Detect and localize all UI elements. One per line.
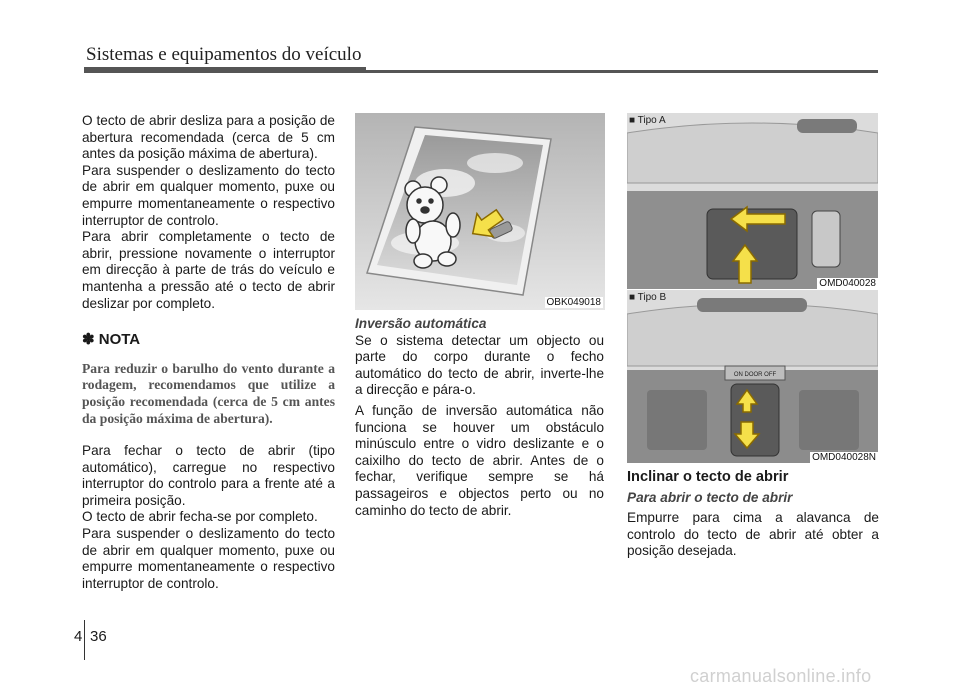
footer-rule	[84, 620, 85, 660]
section-number: 4	[74, 628, 83, 645]
page-header-title: Sistemas e equipamentos do veículo	[86, 44, 362, 65]
paragraph: O tecto de abrir fecha-se por completo.	[82, 509, 318, 525]
figure-code: OMD040028	[819, 278, 876, 289]
sunroof-illustration	[355, 113, 605, 310]
type-a-illustration	[627, 113, 878, 289]
figure-type-a	[627, 113, 878, 289]
column-middle	[355, 316, 604, 519]
figure-label: ■ Tipo B	[629, 292, 667, 303]
paragraph: Para abrir completamente o tecto de abrir, pressione novamente o interruptor em direcção à parte de trás do veículo e mantenha a pressão até o tecto de abrir deslizar por completo.	[82, 229, 335, 311]
paragraph: Para suspender o deslizamento do tecto de abrir em qualquer momento, puxe ou empurre momentaneamente o respectivo interruptor de controlo.	[82, 526, 335, 591]
section-heading: Inclinar o tecto de abrir	[627, 469, 789, 485]
subheading: Inversão automática	[355, 316, 487, 331]
paragraph: O tecto de abrir desliza para a posição de abertura recomendada (cerca de 5 cm antes da posição máxima de abertura).	[82, 113, 335, 162]
paragraph: Para fechar o tecto de abrir (tipo automático), carregue no respectivo interruptor do controlo para a frente até a primeira posição.	[82, 443, 335, 508]
column-left	[82, 113, 335, 592]
type-b-illustration	[627, 290, 878, 463]
note-body: Para reduzir o barulho do vento durante a rodagem, recomendamos que utilize a posição recomendada (cerca de 5 cm antes da posição máxima de abertura).	[82, 360, 335, 426]
figure-code: OMD040028N	[812, 452, 876, 463]
note-title: ✽ NOTA	[82, 331, 141, 349]
watermark: carmanualsonline.info	[690, 666, 872, 686]
figure-code: OBK049018	[546, 297, 601, 308]
subheading: Para abrir o tecto de abrir	[627, 489, 793, 505]
figure-type-b	[627, 290, 878, 463]
switch-label: ON DOOR OFF	[733, 372, 777, 378]
paragraph: Empurre para cima a alavanca de controlo do tecto de abrir até obter a posição desejada.	[627, 510, 879, 559]
paragraph: Para suspender o deslizamento do tecto de abrir em qualquer momento, puxe ou empurre momentaneamente o respectivo interruptor de controlo.	[82, 162, 335, 228]
figure-label: ■ Tipo A	[629, 115, 666, 126]
page-number: 36	[90, 628, 107, 645]
paragraph: A função de inversão automática não funciona se houver um obstáculo minúsculo entre o vidro deslizante e o caixilho do tecto de abrir. Antes de o fechar, verifique sempre se há passageiros e objectos perto ou no caminho do tecto de abrir.	[355, 402, 604, 518]
header-rule	[84, 70, 878, 73]
figure-sunroof-reverse	[355, 113, 605, 310]
column-right	[627, 469, 879, 560]
paragraph: Se o sistema detectar um objecto ou parte do corpo durante o fecho automático do tecto de abrir, inverte-lhe a direcção e pára-o.	[355, 332, 604, 398]
